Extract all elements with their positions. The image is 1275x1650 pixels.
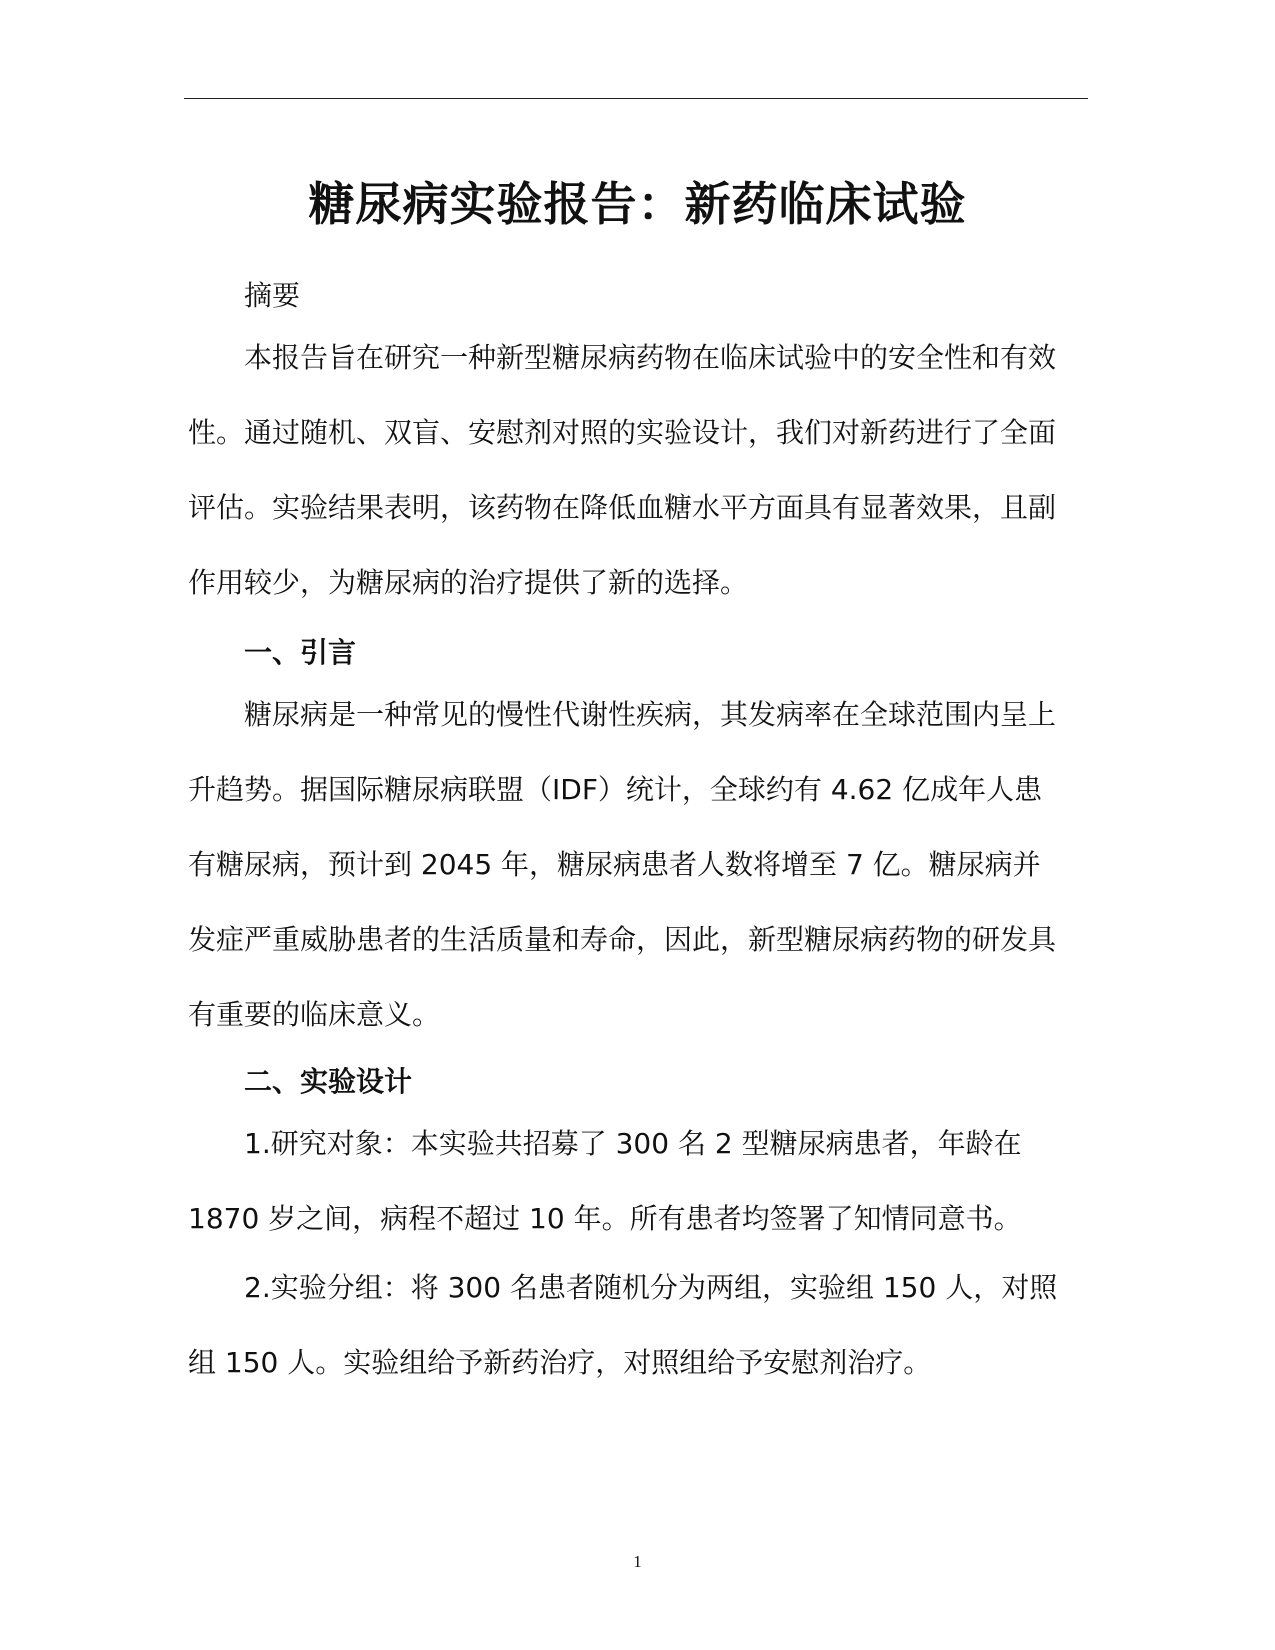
abstract-heading: 摘要 <box>244 279 301 312</box>
section-heading-experiment-design: 二、实验设计 <box>244 1065 413 1098</box>
page-number: 1 <box>633 1552 642 1571</box>
header-rule <box>184 98 1088 99</box>
experiment-design-item-subjects: 1.研究对象：本实验共招募了 300 名 2 型糖尿病患者，年龄在 1870 岁之间，病程不超过 10 年。所有患者均签署了知情同意书。 <box>188 1127 1022 1235</box>
abstract-paragraph: 本报告旨在研究一种新型糖尿病药物在临床试验中的安全性和有效性。通过随机、双盲、安慰剂对照的实验设计，我们对新药进行了全面评估。实验结果表明，该药物在降低血糖水平方面具有显著效果，且副作用较少，为糖尿病的治疗提供了新的选择。 <box>188 341 1057 599</box>
experiment-design-item-grouping: 2.实验分组：将 300 名患者随机分为两组，实验组 150 人，对照组 150 人。实验组给予新药治疗，对照组给予安慰剂治疗。 <box>188 1271 1058 1379</box>
introduction-paragraph: 糖尿病是一种常见的慢性代谢性疾病，其发病率在全球范围内呈上升趋势。据国际糖尿病联盟（IDF）统计，全球约有 4.62 亿成年人患有糖尿病，预计到 2045 年，糖尿病患者人数将增至 7 亿。糖尿病并发症严重威胁患者的生活质量和寿命，因此，新型糖尿病药物的研发具有重要的临床意义。 <box>188 698 1057 1031</box>
section-heading-introduction: 一、引言 <box>244 636 357 669</box>
document-title: 糖尿病实验报告：新药临床试验 <box>308 177 967 231</box>
